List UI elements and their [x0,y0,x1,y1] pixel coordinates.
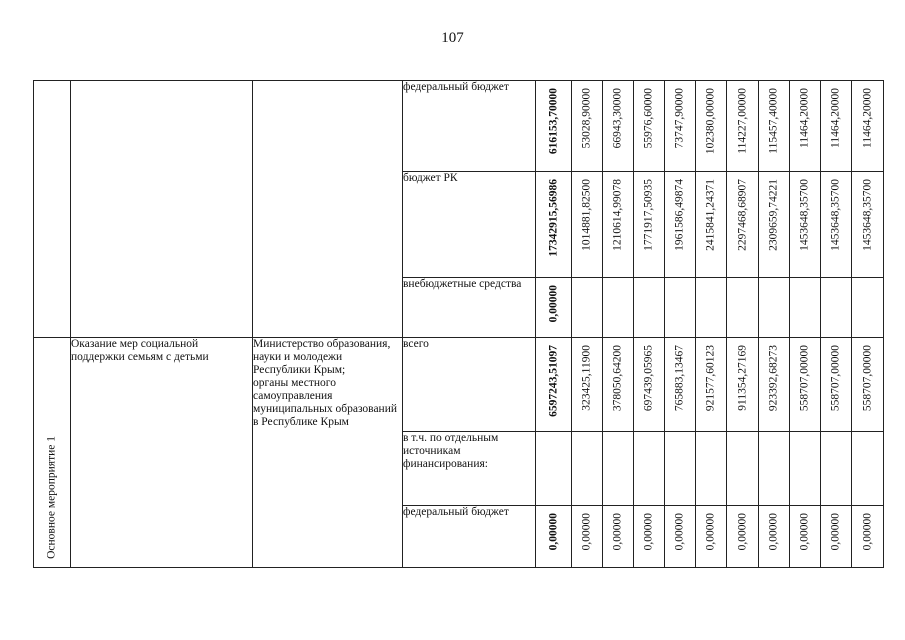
year-value-cell [821,172,852,278]
total-cell [536,432,572,506]
funding-source-cell: федеральный бюджет [403,81,536,172]
year-value: 378050,64200 [611,345,624,412]
year-value: 0,00000 [798,513,811,551]
year-value: 73747,90000 [673,88,686,149]
event-title-cell-prev [34,81,71,338]
year-value-cell [727,432,759,506]
year-value-cell [821,432,852,506]
year-value-cell [759,172,790,278]
year-value: 0,00000 [736,513,748,551]
year-value-cell [634,81,665,172]
year-value-cell [634,338,665,432]
year-value-cell [572,278,603,338]
year-value-cell [852,432,884,506]
year-value-cell [603,278,634,338]
event-description-cell-prev [71,81,253,338]
event-title: Основное мероприятие 1 [45,436,58,559]
year-value-cell [727,338,759,432]
year-value-cell [852,506,884,568]
total-value: 17342915,56986 [547,179,559,257]
year-value-cell [665,172,696,278]
year-value: 911354,27169 [736,345,748,411]
year-value: 2309659,74221 [767,179,780,251]
year-value-cell [790,278,821,338]
event-title-cell [34,338,71,568]
year-value-cell [852,81,884,172]
year-value: 0,00000 [704,513,717,551]
total-value: 0,00000 [547,513,559,551]
page-number: 107 [441,30,464,46]
year-value: 1453648,35700 [829,179,842,251]
year-value-cell [665,338,696,432]
year-value: 697439,05965 [642,345,655,412]
year-value-cell [790,506,821,568]
year-value-cell [665,278,696,338]
year-value-cell [727,506,759,568]
funding-source-cell: всего [403,338,536,432]
year-value-cell [759,278,790,338]
year-value-cell [759,81,790,172]
year-value: 11464,20000 [861,88,873,148]
table-row [34,338,884,432]
year-value-cell [603,432,634,506]
year-value: 114227,00000 [736,88,748,154]
year-value-cell [852,172,884,278]
year-value: 923392,68273 [767,345,780,412]
total-cell [536,172,572,278]
year-value-cell [572,506,603,568]
year-value: 11464,20000 [798,88,811,148]
year-value: 11464,20000 [829,88,842,148]
year-value-cell [572,338,603,432]
year-value: 921577,60123 [704,345,717,412]
year-value-cell [634,506,665,568]
year-value: 1771917,50935 [642,179,655,251]
executors-cell-prev [253,81,403,338]
year-value: 0,00000 [611,513,624,551]
year-value-cell [572,81,603,172]
year-value-cell [790,81,821,172]
total-cell [536,338,572,432]
year-value-cell [759,506,790,568]
year-value: 102380,00000 [704,88,717,155]
year-value-cell [727,278,759,338]
year-value: 0,00000 [767,513,780,551]
year-value: 1961586,49874 [673,179,686,251]
year-value: 1453648,35700 [861,179,873,251]
year-value: 0,00000 [642,513,655,551]
total-value: 0,00000 [547,285,559,323]
year-value-cell [634,432,665,506]
year-value-cell [790,432,821,506]
year-value-cell [821,278,852,338]
year-value: 53028,90000 [580,88,593,149]
year-value-cell [727,172,759,278]
funding-source-cell: внебюджетные средства [403,278,536,338]
total-cell [536,81,572,172]
year-value: 765883,13467 [673,345,686,412]
year-value-cell [727,81,759,172]
year-value: 55976,60000 [642,88,655,149]
year-value: 2297468,68907 [736,179,748,251]
year-value-cell [634,172,665,278]
year-value-cell [852,338,884,432]
year-value-cell [790,338,821,432]
year-value: 1453648,35700 [798,179,811,251]
year-value-cell [696,172,727,278]
executors-cell: Министерство образования, науки и молодежи Республики Крым; органы местного самоуправления муниципальных образований в Республике Крым [253,338,403,568]
year-value-cell [634,278,665,338]
year-value: 2415841,24371 [704,179,717,251]
year-value-cell [790,172,821,278]
year-value-cell [603,338,634,432]
year-value-cell [603,81,634,172]
year-value: 1210614,99078 [611,179,624,251]
year-value-cell [665,81,696,172]
year-value-cell [572,172,603,278]
year-value-cell [665,506,696,568]
year-value-cell [759,338,790,432]
funding-source-cell: бюджет РК [403,172,536,278]
year-value-cell [821,506,852,568]
total-cell [536,278,572,338]
year-value: 558707,00000 [861,345,873,412]
year-value-cell [696,81,727,172]
funding-source-cell: федеральный бюджет [403,506,536,568]
total-value: 616153,70000 [547,88,559,155]
year-value: 115457,40000 [767,88,780,154]
total-cell [536,506,572,568]
year-value: 0,00000 [829,513,842,551]
year-value-cell [696,506,727,568]
year-value-cell [759,432,790,506]
year-value-cell [852,278,884,338]
event-description-cell: Оказание мер социальной поддержки семьям с детьми [71,338,253,568]
year-value-cell [665,432,696,506]
year-value-cell [603,172,634,278]
total-value: 6597243,51097 [547,345,559,417]
budget-table [33,80,884,568]
year-value: 558707,00000 [829,345,842,412]
year-value: 0,00000 [861,513,873,551]
year-value: 66943,30000 [611,88,624,149]
table-row [34,81,884,172]
funding-source-cell: в т.ч. по отдельным источникам финансирования: [403,432,536,506]
year-value-cell [821,81,852,172]
year-value: 323425,11900 [580,345,593,411]
year-value-cell [696,338,727,432]
year-value: 0,00000 [580,513,593,551]
year-value: 0,00000 [673,513,686,551]
year-value: 558707,00000 [798,345,811,412]
year-value: 1014881,82500 [580,179,593,251]
year-value-cell [696,278,727,338]
year-value-cell [603,506,634,568]
year-value-cell [572,432,603,506]
year-value-cell [696,432,727,506]
year-value-cell [821,338,852,432]
